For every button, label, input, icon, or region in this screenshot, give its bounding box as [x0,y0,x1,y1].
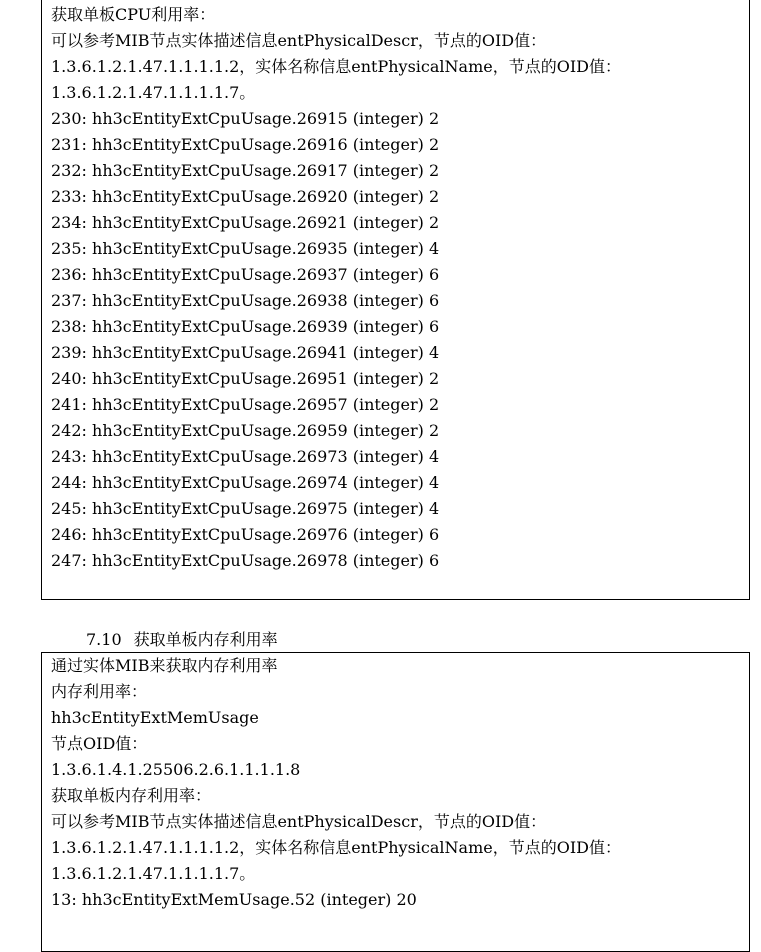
text-line: 1.3.6.1.2.1.47.1.1.1.1.2，实体名称信息entPhysicalName，节点的OID值： [51,838,621,857]
text-line: 236: hh3cEntityExtCpuUsage.26937 (integer) 6 [51,265,440,284]
text-line: 243: hh3cEntityExtCpuUsage.26973 (integer) 4 [51,447,440,466]
memory-usage-code-box [41,652,750,952]
cpu-usage-lines [51,2,621,574]
text-line: 节点OID值： [51,734,148,753]
text-line: 242: hh3cEntityExtCpuUsage.26959 (integer) 2 [51,421,440,440]
text-line: 234: hh3cEntityExtCpuUsage.26921 (integer) 2 [51,213,440,232]
text-line: 获取单板CPU利用率： [51,5,216,24]
text-line: 内存利用率： [51,682,148,701]
text-line: 235: hh3cEntityExtCpuUsage.26935 (integer) 4 [51,239,440,258]
text-line: 可以参考MIB节点实体描述信息entPhysicalDescr，节点的OID值： [51,31,547,50]
cpu-usage-code-box [41,0,750,600]
text-line: 1.3.6.1.4.1.25506.2.6.1.1.1.1.8 [51,760,301,779]
section-title: 获取单板内存利用率 [133,630,278,649]
text-line: 13: hh3cEntityExtMemUsage.52 (integer) 20 [51,890,417,909]
text-line: 获取单板内存利用率： [51,786,212,805]
text-line: hh3cEntityExtMemUsage [51,708,259,727]
text-line: 1.3.6.1.2.1.47.1.1.1.1.7。 [51,83,256,102]
text-line: 246: hh3cEntityExtCpuUsage.26976 (integer) 6 [51,525,440,544]
text-line: 247: hh3cEntityExtCpuUsage.26978 (integer) 6 [51,551,440,570]
text-line: 1.3.6.1.2.1.47.1.1.1.1.7。 [51,864,256,883]
text-line: 230: hh3cEntityExtCpuUsage.26915 (integer) 2 [51,109,440,128]
section-number: 7.10 [86,630,122,649]
text-line: 241: hh3cEntityExtCpuUsage.26957 (integer) 2 [51,395,440,414]
text-line: 233: hh3cEntityExtCpuUsage.26920 (integer) 2 [51,187,440,206]
text-line: 可以参考MIB节点实体描述信息entPhysicalDescr，节点的OID值： [51,812,547,831]
text-line: 240: hh3cEntityExtCpuUsage.26951 (integer) 2 [51,369,440,388]
memory-usage-lines [51,653,621,913]
text-line: 232: hh3cEntityExtCpuUsage.26917 (integer) 2 [51,161,440,180]
text-line: 239: hh3cEntityExtCpuUsage.26941 (integer) 4 [51,343,440,362]
text-line: 1.3.6.1.2.1.47.1.1.1.1.2，实体名称信息entPhysicalName，节点的OID值： [51,57,621,76]
text-line: 231: hh3cEntityExtCpuUsage.26916 (integer) 2 [51,135,440,154]
text-line: 238: hh3cEntityExtCpuUsage.26939 (integer) 6 [51,317,440,336]
text-line: 244: hh3cEntityExtCpuUsage.26974 (integer) 4 [51,473,440,492]
text-line: 237: hh3cEntityExtCpuUsage.26938 (integer) 6 [51,291,440,310]
text-line: 245: hh3cEntityExtCpuUsage.26975 (integer) 4 [51,499,440,518]
section-heading [86,627,278,653]
text-line: 通过实体MIB来获取内存利用率 [51,656,278,675]
